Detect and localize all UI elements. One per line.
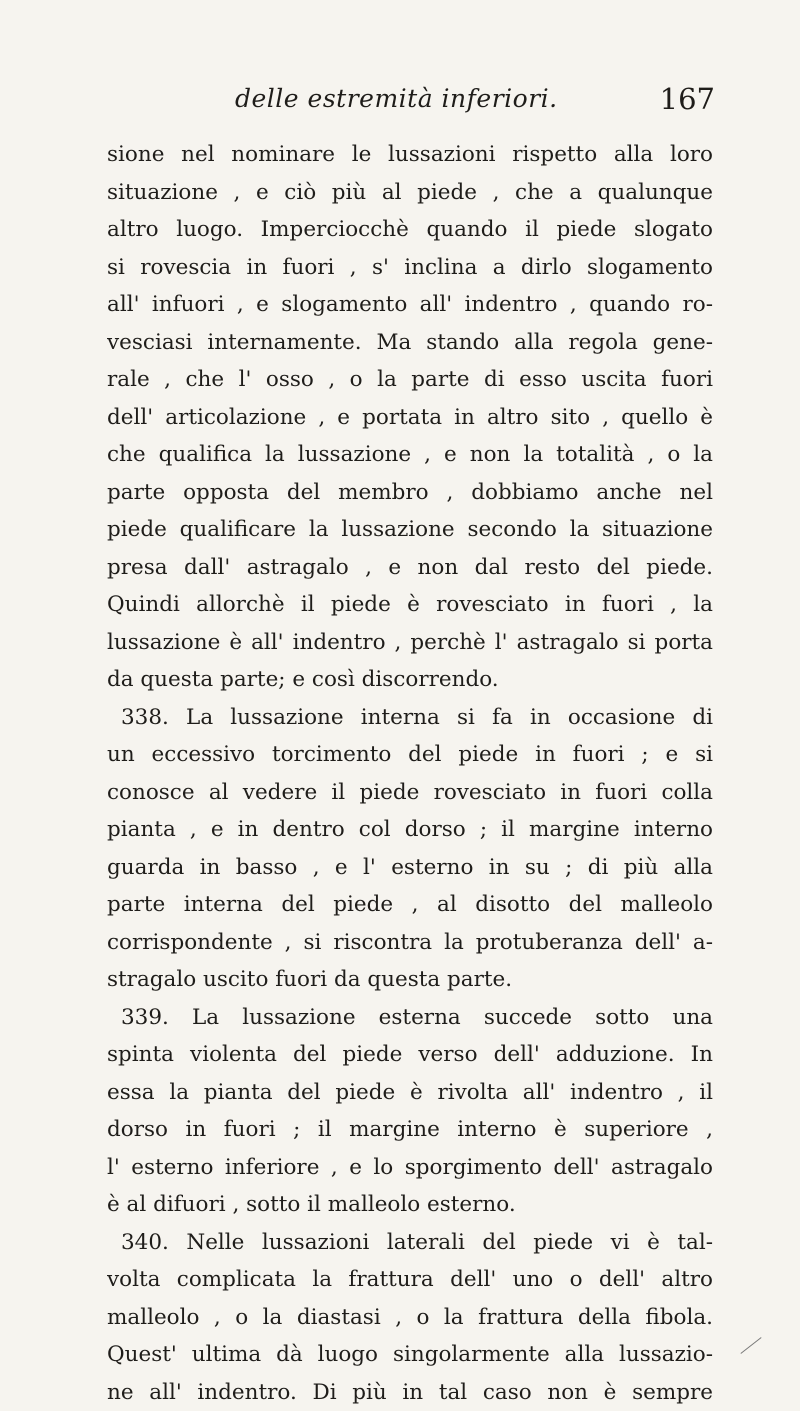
paragraph-339-start: 339. La lussazione esterna succede sotto una bbox=[107, 999, 713, 1037]
text-line: pianta , e in dentro col dorso ; il margine interno bbox=[107, 811, 713, 849]
text-line: parte interna del piede , al disotto del malleolo bbox=[107, 886, 713, 924]
text-line: dell' articolazione , e portata in altro sito , quello è bbox=[107, 399, 713, 437]
text-line: rale , che l' osso , o la parte di esso uscita fuori bbox=[107, 361, 713, 399]
text-line: presa dall' astragalo , e non dal resto del piede. bbox=[107, 549, 713, 587]
text-line: all' infuori , e slogamento all' indentro , quando ro- bbox=[107, 286, 713, 324]
text-line: vesciasi internamente. Ma stando alla regola gene- bbox=[107, 324, 713, 362]
text-line: spinta violenta del piede verso dell' adduzione. In bbox=[107, 1036, 713, 1074]
text-line: Quindi allorchè il piede è rovesciato in fuori , la bbox=[107, 586, 713, 624]
text-line: dorso in fuori ; il margine interno è superiore , bbox=[107, 1111, 713, 1149]
text-line: ne all' indentro. Di più in tal caso non è sempre bbox=[107, 1374, 713, 1411]
text-line: altro luogo. Imperciocchè quando il piede slogato bbox=[107, 211, 713, 249]
text-line: corrispondente , si riscontra la protuberanza dell' a- bbox=[107, 924, 713, 962]
text-line: piede qualificare la lussazione secondo la situazione bbox=[107, 511, 713, 549]
page-corner-mark bbox=[740, 1337, 761, 1354]
text-line: l' esterno inferiore , e lo sporgimento dell' astragalo bbox=[107, 1149, 713, 1187]
text-line: parte opposta del membro , dobbiamo anche nel bbox=[107, 474, 713, 512]
text-line: lussazione è all' indentro , perchè l' astragalo si porta bbox=[107, 624, 713, 662]
text-line: sione nel nominare le lussazioni rispetto alla loro bbox=[107, 136, 713, 174]
running-head bbox=[195, 84, 715, 122]
text-line: malleolo , o la diastasi , o la frattura della fibola. bbox=[107, 1299, 713, 1337]
text-line: situazione , e ciò più al piede , che a qualunque bbox=[107, 174, 713, 212]
text-line: che qualifica la lussazione , e non la totalità , o la bbox=[107, 436, 713, 474]
text-line: da questa parte; e così discorrendo. bbox=[107, 661, 713, 699]
text-line: essa la pianta del piede è rivolta all' indentro , il bbox=[107, 1074, 713, 1112]
text-line: è al difuori , sotto il malleolo esterno. bbox=[107, 1186, 713, 1224]
paragraph-340-start: 340. Nelle lussazioni laterali del piede vi è tal- bbox=[107, 1224, 713, 1262]
page-number: 167 bbox=[660, 82, 715, 116]
text-line: un eccessivo torcimento del piede in fuori ; e si bbox=[107, 736, 713, 774]
text-line: volta complicata la frattura dell' uno o dell' altro bbox=[107, 1261, 713, 1299]
text-line: Quest' ultima dà luogo singolarmente alla lussazio- bbox=[107, 1336, 713, 1374]
paragraph-338-start: 338. La lussazione interna si fa in occasione di bbox=[107, 699, 713, 737]
text-line: stragalo uscito fuori da questa parte. bbox=[107, 961, 713, 999]
text-line: guarda in basso , e l' esterno in su ; di più alla bbox=[107, 849, 713, 887]
text-line: conosce al vedere il piede rovesciato in fuori colla bbox=[107, 774, 713, 812]
running-title: delle estremità inferiori. bbox=[235, 84, 558, 113]
body-text bbox=[107, 136, 713, 1411]
text-line: si rovescia in fuori , s' inclina a dirlo slogamento bbox=[107, 249, 713, 287]
